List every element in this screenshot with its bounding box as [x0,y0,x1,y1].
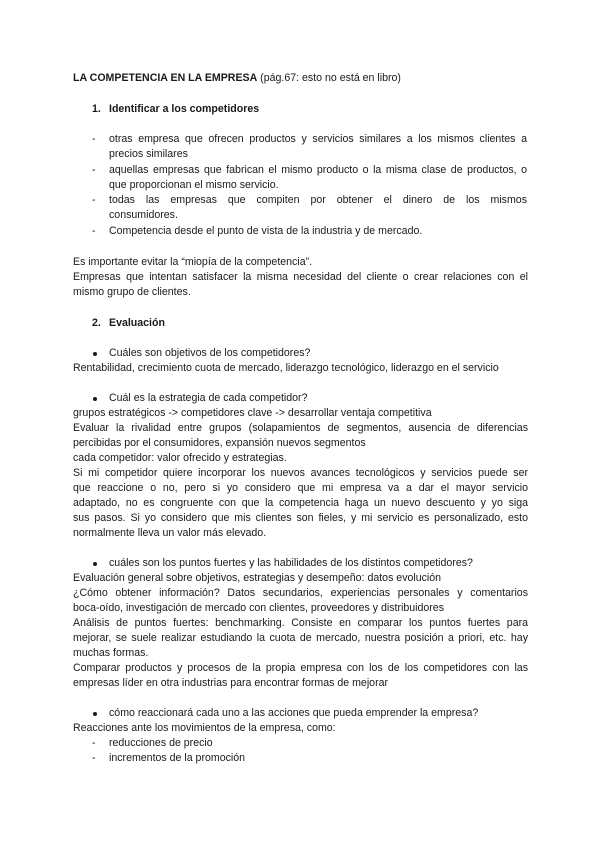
paragraph-line: Evaluación general sobre objetivos, estrategias y desempeño: datos evolución [73,572,442,584]
dash-marker: - [92,752,96,764]
bullet-question: cómo reaccionará cada uno a las acciones que pueda emprender la empresa? [109,707,479,719]
list-item-line: incrementos de la promoción [109,752,246,764]
section1-number: 1. [92,103,101,115]
paragraph-line: mismo grupo de clientes. [73,286,191,298]
paragraph-line: sus pasos. Si yo considero que mis clientes son fieles, y mi servicio es personalizado, esto [73,512,528,524]
list-item-line: precios similares [109,148,188,160]
list-item-line: otras empresa que ofrecen productos y servicios similares a los mismos clientes a [109,133,527,145]
dash-marker: - [92,737,96,749]
paragraph-line: Evaluar la rivalidad entre grupos (solapamientos de segmentos, ausencia de diferencias [73,422,528,434]
list-item-line: que proporcionan el mismo servicio. [109,179,279,191]
list-item-line: reducciones de precio [109,737,213,749]
bullet-question: cuáles son los puntos fuertes y las habilidades de los distintos competidores? [109,557,473,569]
bullet-marker [93,397,97,401]
bullet-marker [93,712,97,716]
list-item-line: consumidores. [109,209,178,221]
dash-marker: - [92,133,96,145]
paragraph-line: Es importante evitar la “miopía de la competencia”. [73,256,313,268]
section1-heading: Identificar a los competidores [109,103,260,115]
paragraph-line: cada competidor: valor ofrecido y estrategias. [73,452,287,464]
paragraph-line: ¿Cómo obtener información? Datos secundarios, experiencias personales y comentarios [73,587,528,599]
paragraph-line: Si mi competidor quiere incorporar los nuevos avances tecnológicos y servicios puede ser [73,467,528,479]
list-item-line: aquellas empresas que fabrican el mismo producto o la misma clase de productos, o [109,164,527,176]
dash-marker: - [92,194,96,206]
dash-marker: - [92,225,96,237]
list-item-line: Competencia desde el punto de vista de la industria y de mercado. [109,225,423,237]
section2-number: 2. [92,317,101,329]
paragraph-line: percibidas por el consumidores, expansión nuevos segmentos [73,437,366,449]
paragraph-line: grupos estratégicos -> competidores clave -> desarrollar ventaja competitiva [73,407,432,419]
paragraph-line: Análisis de puntos fuertes: benchmarking. Consiste en comparar los puntos fuertes para [73,617,528,629]
paragraph-line: Rentabilidad, crecimiento cuota de mercado, liderazgo tecnológico, liderazgo en el servicio [73,362,499,374]
paragraph-line: que reaccione o no, pero si yo considero que mi empresa va a dar el mayor servicio [73,482,528,494]
paragraph-line: mejorar, se suele realizar estudiando la cuota de mercado, nuestra posición a priori, etc. hay [73,632,528,644]
bullet-question: Cuáles son objetivos de los competidores? [109,347,311,359]
paragraph-line: muchas formas. [73,647,149,659]
paragraph-line: empresas líder en otra industrias para encontrar formas de mejorar [73,677,389,689]
paragraph-line: normalmente lleva un valor más elevado. [73,527,267,539]
title-note: (pág.67: esto no está en libro) [257,72,401,84]
bullet-marker [93,352,97,356]
bullet-marker [93,562,97,566]
document-title [73,71,401,86]
paragraph-line: Comparar productos y procesos de la propia empresa con los de los competidores con las [73,662,528,674]
bullet-question: Cuál es la estrategia de cada competidor? [109,392,308,404]
title-bold: LA COMPETENCIA EN LA EMPRESA [73,72,258,84]
paragraph-line: Empresas que intentan satisfacer la misma necesidad del cliente o crear relaciones con el [73,271,528,283]
section2-heading: Evaluación [109,317,165,329]
paragraph-line: boca-oído, investigación de mercado con clientes, proveedores y distribuidores [73,602,444,614]
paragraph-line: Reacciones ante los movimientos de la empresa, como: [73,722,336,734]
list-item-line: todas las empresas que compiten por obtener el dinero de los mismos [109,194,527,206]
paragraph-line: adaptado, no es congruente con que la competencia haga un nuevo descuento y yo siga [73,497,528,509]
dash-marker: - [92,164,96,176]
